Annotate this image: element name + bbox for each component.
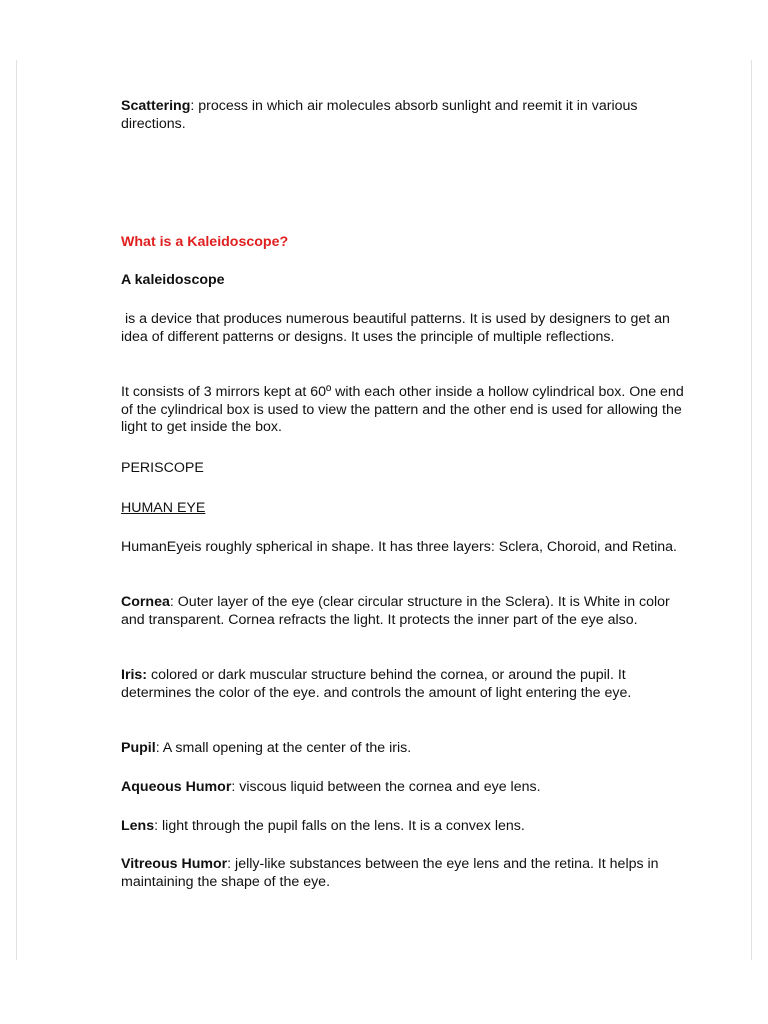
vitreous-humor-text: : jelly-like substances between the eye lens and the retina. It helps in maintaining the shape of the eye. bbox=[121, 856, 659, 890]
pupil-definition bbox=[121, 740, 691, 758]
lens-definition bbox=[121, 818, 691, 836]
vitreous-humor-term: Vitreous Humor bbox=[121, 856, 228, 872]
iris-text: colored or dark muscular structure behind the cornea, or around the pupil. It determines the color of the eye. and controls the amount of light entering the eye. bbox=[121, 667, 632, 701]
lens-term: Lens bbox=[121, 818, 155, 834]
kaleidoscope-paragraph-2: It consists of 3 mirrors kept at 60º with each other inside a hollow cylindrical box. One end of the cylindrical box is used to view the pattern and the other end is used for allowing the light to get inside the box. bbox=[121, 384, 684, 436]
aqueous-humor-definition bbox=[121, 779, 691, 797]
kaleidoscope-heading: What is a Kaleidoscope? bbox=[121, 234, 289, 250]
pupil-term: Pupil bbox=[121, 740, 156, 756]
human-eye-intro: HumanEyeis roughly spherical in shape. It has three layers: Sclera, Choroid, and Retina. bbox=[121, 539, 677, 555]
cornea-term: Cornea bbox=[121, 594, 170, 610]
cornea-text: : Outer layer of the eye (clear circular structure in the Sclera). It is White in color and transparent. Cornea refracts the light. It protects the inner part of the eye also. bbox=[121, 594, 670, 628]
scattering-definition bbox=[121, 98, 691, 133]
lens-text: : light through the pupil falls on the lens. It is a convex lens. bbox=[154, 818, 525, 834]
aqueous-humor-text: : viscous liquid between the cornea and eye lens. bbox=[231, 779, 541, 795]
human-eye-heading: HUMAN EYE bbox=[121, 500, 206, 516]
vitreous-humor-definition bbox=[121, 856, 691, 891]
document-page bbox=[16, 60, 752, 960]
scattering-text: : process in which air molecules absorb sunlight and reemit it in various directions. bbox=[121, 98, 638, 132]
pupil-text: : A small opening at the center of the iris. bbox=[155, 740, 412, 756]
aqueous-humor-term: Aqueous Humor bbox=[121, 779, 232, 795]
iris-term: Iris: bbox=[121, 667, 148, 683]
kaleidoscope-subheading: A kaleidoscope bbox=[121, 272, 225, 288]
periscope-heading: PERISCOPE bbox=[121, 460, 204, 476]
kaleidoscope-paragraph-1: is a device that produces numerous beautiful patterns. It is used by designers to get an idea of different patterns or designs. It uses the principle of multiple reflections. bbox=[121, 311, 674, 345]
iris-definition bbox=[121, 667, 691, 702]
scattering-term: Scattering bbox=[121, 98, 191, 114]
cornea-definition bbox=[121, 594, 691, 629]
